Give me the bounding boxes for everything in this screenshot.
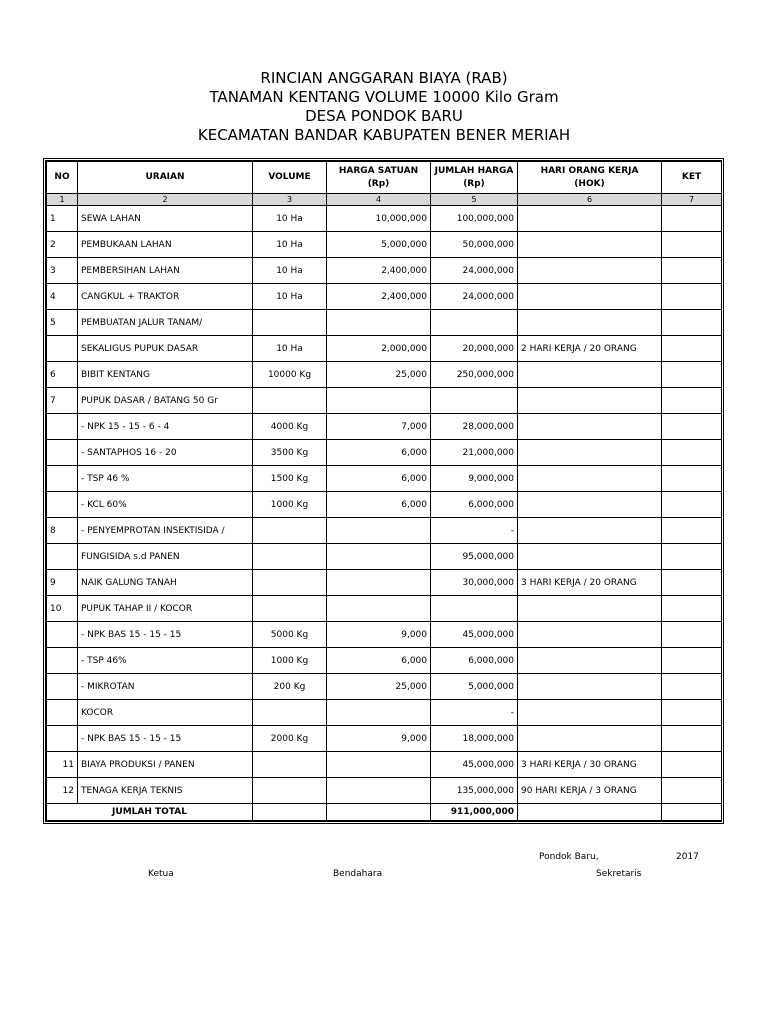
uraian-cell: PUPUK TAHAP II / KOCOR [78, 596, 253, 622]
header-jumlah-harga [431, 162, 518, 194]
volume-cell: 5000 Kg [253, 622, 327, 648]
no-cell [47, 544, 78, 570]
hok-cell: 3 HARI KERJA / 20 ORANG [518, 570, 662, 596]
header-ket: KET [662, 162, 722, 194]
no-cell [47, 726, 78, 752]
column-number: 7 [662, 194, 722, 206]
harga-satuan-cell: 9,000 [327, 726, 431, 752]
signature-bendahara: Bendahara [333, 869, 383, 879]
ket-cell [662, 336, 722, 362]
table-row [47, 700, 722, 726]
total-hok-cell [518, 804, 662, 821]
uraian-cell: NAIK GALUNG TANAH [78, 570, 253, 596]
ket-cell [662, 284, 722, 310]
jumlah-harga-cell: 6,000,000 [431, 648, 518, 674]
volume-cell: 10 Ha [253, 206, 327, 232]
uraian-cell: TENAGA KERJA TEKNIS [78, 778, 253, 804]
header-uraian: URAIAN [78, 162, 253, 194]
uraian-cell: - MIKROTAN [78, 674, 253, 700]
hok-cell [518, 258, 662, 284]
jumlah-harga-cell: - [431, 700, 518, 726]
harga-satuan-cell [327, 570, 431, 596]
table-row [47, 622, 722, 648]
table-body [47, 206, 722, 804]
volume-cell [253, 544, 327, 570]
harga-satuan-cell [327, 388, 431, 414]
no-cell: 8 [47, 518, 78, 544]
table-row [47, 440, 722, 466]
jumlah-harga-cell: 6,000,000 [431, 492, 518, 518]
column-number: 3 [253, 194, 327, 206]
no-cell: 10 [47, 596, 78, 622]
ket-cell [662, 622, 722, 648]
volume-cell: 1000 Kg [253, 648, 327, 674]
column-number: 4 [327, 194, 431, 206]
volume-cell [253, 518, 327, 544]
jumlah-harga-cell [431, 310, 518, 336]
harga-satuan-cell: 6,000 [327, 440, 431, 466]
jumlah-harga-cell [431, 388, 518, 414]
no-cell: 5 [47, 310, 78, 336]
harga-satuan-cell [327, 518, 431, 544]
hok-cell [518, 232, 662, 258]
table-row [47, 596, 722, 622]
hok-cell: 2 HARI KERJA / 20 ORANG [518, 336, 662, 362]
no-cell [47, 622, 78, 648]
table-row [47, 544, 722, 570]
harga-satuan-cell: 2,000,000 [327, 336, 431, 362]
jumlah-harga-cell: 100,000,000 [431, 206, 518, 232]
jumlah-harga-cell: 45,000,000 [431, 622, 518, 648]
no-cell [47, 492, 78, 518]
total-volume-cell [253, 804, 327, 821]
uraian-cell: - NPK BAS 15 - 15 - 15 [78, 726, 253, 752]
no-cell: 12 [47, 778, 78, 804]
harga-satuan-cell: 25,000 [327, 674, 431, 700]
ket-cell [662, 518, 722, 544]
header-no: NO [47, 162, 78, 194]
hok-cell [518, 310, 662, 336]
header-harga-satuan [327, 162, 431, 194]
harga-satuan-cell: 2,400,000 [327, 258, 431, 284]
ket-cell [662, 700, 722, 726]
jumlah-harga-cell: 45,000,000 [431, 752, 518, 778]
jumlah-harga-cell: 135,000,000 [431, 778, 518, 804]
hok-cell [518, 362, 662, 388]
title-line-1: RINCIAN ANGGARAN BIAYA (RAB) [260, 69, 508, 87]
budget-table-frame [43, 158, 724, 824]
ket-cell [662, 570, 722, 596]
table-row [47, 258, 722, 284]
table-row [47, 778, 722, 804]
uraian-cell: PEMBUATAN JALUR TANAM/ [78, 310, 253, 336]
ket-cell [662, 726, 722, 752]
jumlah-harga-cell: 24,000,000 [431, 258, 518, 284]
no-cell: 2 [47, 232, 78, 258]
hok-cell [518, 518, 662, 544]
hok-cell [518, 674, 662, 700]
column-number: 1 [47, 194, 78, 206]
signature-sekretaris: Sekretaris [596, 869, 642, 879]
ket-cell [662, 258, 722, 284]
uraian-cell: CANGKUL + TRAKTOR [78, 284, 253, 310]
volume-cell: 200 Kg [253, 674, 327, 700]
harga-satuan-cell: 9,000 [327, 622, 431, 648]
ket-cell [662, 414, 722, 440]
hok-cell [518, 284, 662, 310]
harga-satuan-cell [327, 752, 431, 778]
volume-cell [253, 700, 327, 726]
title-line-3: DESA PONDOK BARU [305, 107, 463, 125]
volume-cell [253, 596, 327, 622]
signature-ketua: Ketua [148, 869, 174, 879]
uraian-cell: - KCL 60% [78, 492, 253, 518]
volume-cell [253, 778, 327, 804]
table-row [47, 388, 722, 414]
uraian-cell: BIAYA PRODUKSI / PANEN [78, 752, 253, 778]
volume-cell [253, 310, 327, 336]
ket-cell [662, 440, 722, 466]
ket-cell [662, 232, 722, 258]
header-hok-line1: HARI ORANG KERJA [540, 165, 639, 176]
jumlah-harga-cell: 21,000,000 [431, 440, 518, 466]
ket-cell [662, 388, 722, 414]
volume-cell: 10000 Kg [253, 362, 327, 388]
volume-cell [253, 570, 327, 596]
volume-cell: 10 Ha [253, 336, 327, 362]
table-row [47, 518, 722, 544]
signature-year: 2017 [676, 852, 699, 862]
jumlah-harga-cell: 250,000,000 [431, 362, 518, 388]
header-harga-satuan-line1: HARGA SATUAN [338, 165, 419, 176]
document-title [0, 69, 768, 145]
total-harga-cell [327, 804, 431, 821]
table-row [47, 492, 722, 518]
harga-satuan-cell [327, 544, 431, 570]
hok-cell [518, 206, 662, 232]
jumlah-harga-cell: 24,000,000 [431, 284, 518, 310]
jumlah-harga-cell: 50,000,000 [431, 232, 518, 258]
table-header-row [47, 162, 722, 194]
header-volume: VOLUME [253, 162, 327, 194]
uraian-cell: SEKALIGUS PUPUK DASAR [78, 336, 253, 362]
volume-cell: 3500 Kg [253, 440, 327, 466]
table-row [47, 414, 722, 440]
jumlah-harga-cell: 30,000,000 [431, 570, 518, 596]
hok-cell [518, 726, 662, 752]
table-row [47, 206, 722, 232]
no-cell: 3 [47, 258, 78, 284]
no-cell [47, 674, 78, 700]
uraian-cell: BIBIT KENTANG [78, 362, 253, 388]
ket-cell [662, 466, 722, 492]
header-hok-line2: (HOK) [574, 178, 605, 189]
ket-cell [662, 206, 722, 232]
table-row [47, 336, 722, 362]
volume-cell: 10 Ha [253, 232, 327, 258]
budget-table [46, 161, 722, 821]
uraian-cell: - NPK BAS 15 - 15 - 15 [78, 622, 253, 648]
harga-satuan-cell [327, 778, 431, 804]
table-row [47, 466, 722, 492]
column-number: 6 [518, 194, 662, 206]
table-row [47, 726, 722, 752]
header-harga-satuan-line2: (Rp) [367, 178, 390, 189]
header-hok [518, 162, 662, 194]
no-cell [47, 648, 78, 674]
hok-cell: 3 HARI KERJA / 30 ORANG [518, 752, 662, 778]
table-row [47, 310, 722, 336]
uraian-cell: - PENYEMPROTAN INSEKTISIDA / [78, 518, 253, 544]
volume-cell: 10 Ha [253, 284, 327, 310]
jumlah-harga-cell: 9,000,000 [431, 466, 518, 492]
uraian-cell: SEWA LAHAN [78, 206, 253, 232]
hok-cell: 90 HARI KERJA / 3 ORANG [518, 778, 662, 804]
no-cell [47, 440, 78, 466]
table-row [47, 752, 722, 778]
uraian-cell: PEMBUKAAN LAHAN [78, 232, 253, 258]
hok-cell [518, 414, 662, 440]
no-cell: 9 [47, 570, 78, 596]
harga-satuan-cell [327, 310, 431, 336]
title-line-4: KECAMATAN BANDAR KABUPATEN BENER MERIAH [197, 126, 571, 144]
hok-cell [518, 648, 662, 674]
signature-place: Pondok Baru, [539, 852, 599, 862]
uraian-cell: - SANTAPHOS 16 - 20 [78, 440, 253, 466]
volume-cell [253, 388, 327, 414]
title-line-2: TANAMAN KENTANG VOLUME 10000 Kilo Gram [209, 88, 559, 106]
jumlah-harga-cell: 5,000,000 [431, 674, 518, 700]
hok-cell [518, 700, 662, 726]
no-cell: 4 [47, 284, 78, 310]
hok-cell [518, 596, 662, 622]
volume-cell: 4000 Kg [253, 414, 327, 440]
hok-cell [518, 440, 662, 466]
table-row [47, 648, 722, 674]
column-number: 5 [431, 194, 518, 206]
table-row [47, 674, 722, 700]
no-cell [47, 336, 78, 362]
column-number: 2 [78, 194, 253, 206]
harga-satuan-cell [327, 700, 431, 726]
harga-satuan-cell: 6,000 [327, 648, 431, 674]
jumlah-harga-cell: 20,000,000 [431, 336, 518, 362]
ket-cell [662, 310, 722, 336]
harga-satuan-cell [327, 596, 431, 622]
hok-cell [518, 466, 662, 492]
harga-satuan-cell: 10,000,000 [327, 206, 431, 232]
no-cell [47, 700, 78, 726]
hok-cell [518, 388, 662, 414]
uraian-cell: PEMBERSIHAN LAHAN [78, 258, 253, 284]
ket-cell [662, 362, 722, 388]
harga-satuan-cell: 2,400,000 [327, 284, 431, 310]
volume-cell: 1000 Kg [253, 492, 327, 518]
volume-cell: 2000 Kg [253, 726, 327, 752]
no-cell: 11 [47, 752, 78, 778]
harga-satuan-cell: 25,000 [327, 362, 431, 388]
ket-cell [662, 544, 722, 570]
total-ket-cell [662, 804, 722, 821]
column-number-row [47, 194, 722, 206]
ket-cell [662, 648, 722, 674]
no-cell: 6 [47, 362, 78, 388]
uraian-cell: - NPK 15 - 15 - 6 - 4 [78, 414, 253, 440]
header-jumlah-harga-line2: (Rp) [463, 178, 485, 189]
jumlah-harga-cell: 95,000,000 [431, 544, 518, 570]
ket-cell [662, 492, 722, 518]
ket-cell [662, 778, 722, 804]
total-jumlah-cell: 911,000,000 [431, 804, 518, 821]
harga-satuan-cell: 6,000 [327, 492, 431, 518]
uraian-cell: KOCOR [78, 700, 253, 726]
harga-satuan-cell: 6,000 [327, 466, 431, 492]
harga-satuan-cell: 5,000,000 [327, 232, 431, 258]
jumlah-harga-cell: 28,000,000 [431, 414, 518, 440]
table-row [47, 284, 722, 310]
total-row [47, 804, 722, 821]
table-row [47, 232, 722, 258]
hok-cell [518, 492, 662, 518]
total-label-cell: JUMLAH TOTAL [47, 804, 253, 821]
ket-cell [662, 596, 722, 622]
no-cell: 1 [47, 206, 78, 232]
volume-cell: 1500 Kg [253, 466, 327, 492]
ket-cell [662, 752, 722, 778]
no-cell [47, 414, 78, 440]
ket-cell [662, 674, 722, 700]
hok-cell [518, 544, 662, 570]
harga-satuan-cell: 7,000 [327, 414, 431, 440]
jumlah-harga-cell: - [431, 518, 518, 544]
hok-cell [518, 622, 662, 648]
jumlah-harga-cell [431, 596, 518, 622]
table-row [47, 362, 722, 388]
uraian-cell: - TSP 46% [78, 648, 253, 674]
uraian-cell: - TSP 46 % [78, 466, 253, 492]
table-row [47, 570, 722, 596]
volume-cell: 10 Ha [253, 258, 327, 284]
jumlah-harga-cell: 18,000,000 [431, 726, 518, 752]
header-jumlah-harga-line1: JUMLAH HARGA [434, 165, 514, 176]
volume-cell [253, 752, 327, 778]
uraian-cell: FUNGISIDA s.d PANEN [78, 544, 253, 570]
no-cell: 7 [47, 388, 78, 414]
no-cell [47, 466, 78, 492]
uraian-cell: PUPUK DASAR / BATANG 50 Gr [78, 388, 253, 414]
